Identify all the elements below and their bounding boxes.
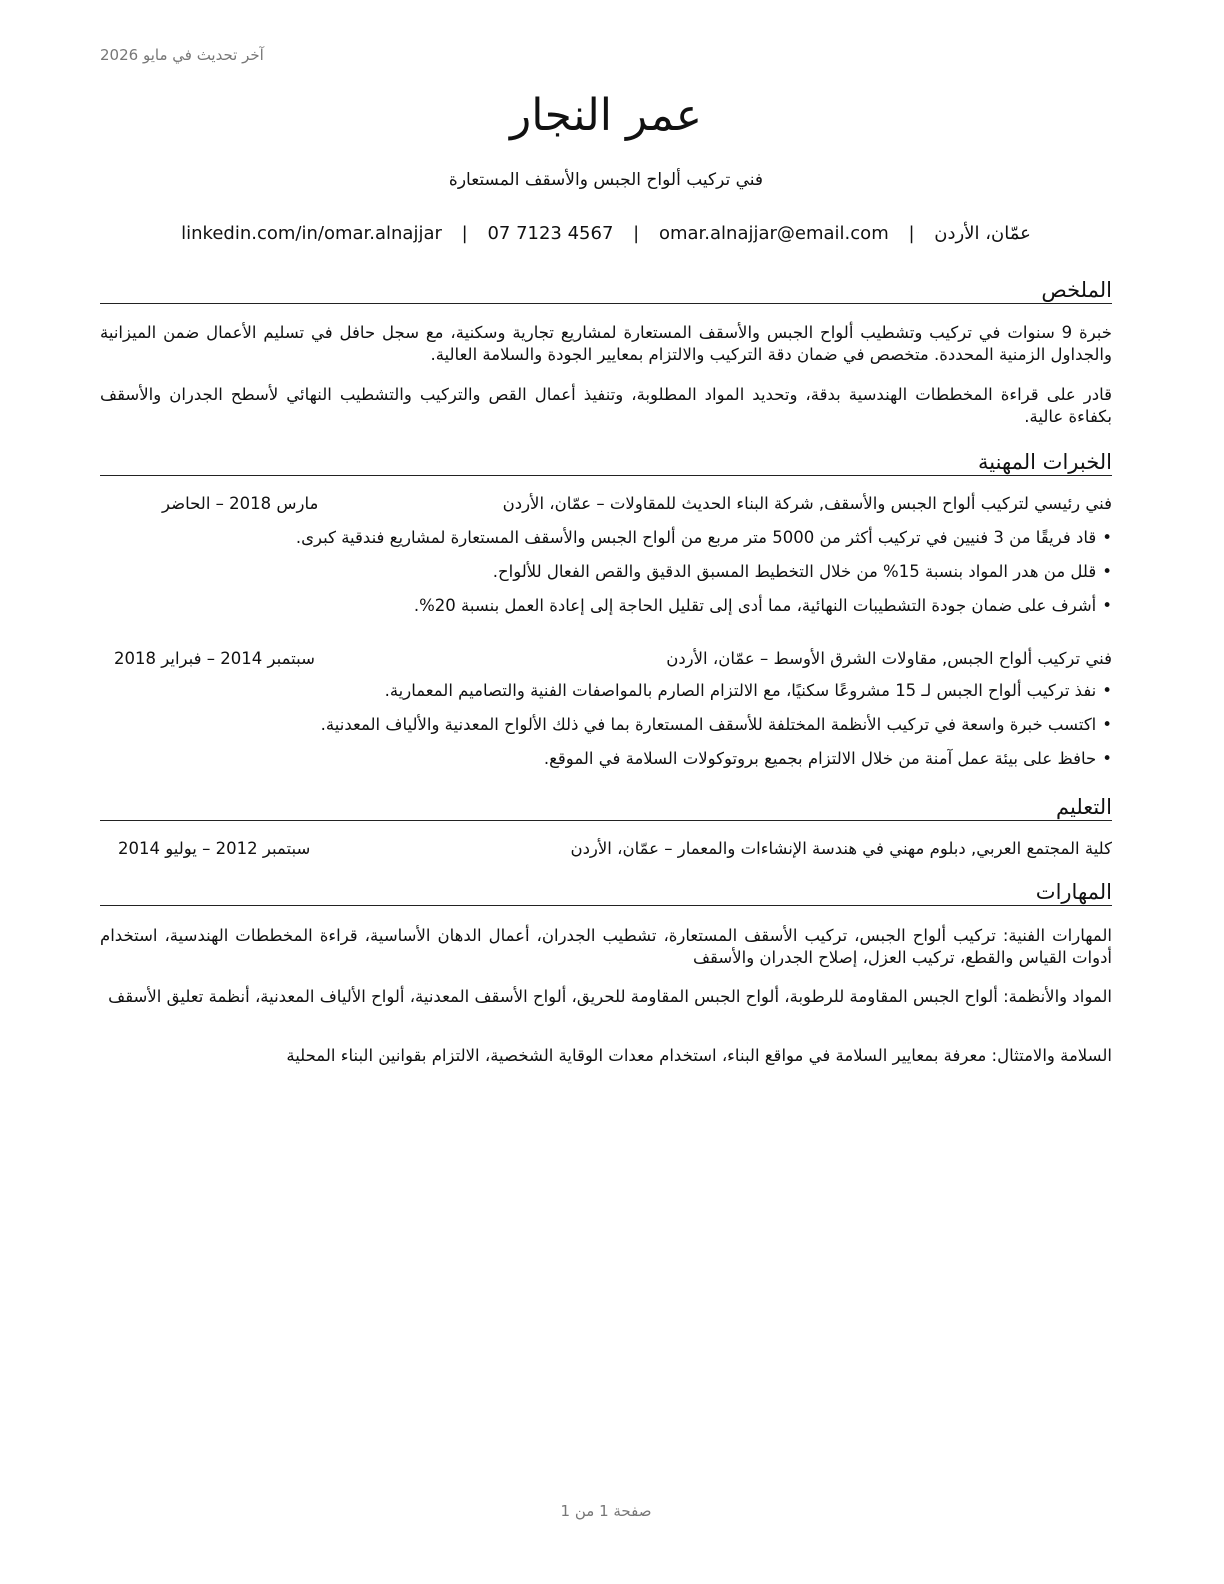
job-bullet [414, 596, 1112, 615]
resume-page [100, 0, 1112, 1584]
page-number: صفحة 1 من 1 [560, 1502, 652, 1520]
education-heading: التعليم [100, 795, 1112, 821]
job-bullet [296, 528, 1112, 547]
job-dates: مارس 2018 – الحاضر [162, 494, 319, 513]
summary-paragraph: قادر على قراءة المخططات الهندسية بدقة، وتحديد المواد المطلوبة، وتنفيذ أعمال القص والتركيب والتشطيب النهائي لأسطح الجدران والأسقف بكفاءة عالية. [100, 385, 1112, 426]
summary-paragraph: خبرة 9 سنوات في تركيب وتشطيب ألواح الجبس والأسقف المستعارة لمشاريع تجارية وسكنية، مع سجل حافل في تسليم الأعمال ضمن الميزانية والجداول الزمنية المحددة. متخصص في ضمان دقة التركيب والالتزام بمعايير الجودة والسلامة العالية. [100, 323, 1112, 364]
contact-phone: 07 7123 4567 [487, 223, 614, 244]
bullet-dot: • [1102, 715, 1112, 734]
contact-separator: | [908, 223, 915, 244]
bullet-dot: • [1102, 528, 1112, 547]
contact-location: عمّان، الأردن [934, 223, 1031, 244]
education-text: كلية المجتمع العربي, دبلوم مهني في هندسة الإنشاءات والمعمار – عمّان، الأردن [570, 839, 1112, 858]
job-bullet [321, 715, 1112, 734]
bullet-text: قلل من هدر المواد بنسبة 15% من خلال التخطيط المسبق الدقيق والقص الفعال للألواح. [492, 562, 1097, 581]
job-bullet [544, 749, 1112, 768]
job-bullet [493, 562, 1112, 581]
job-title-company: فني تركيب ألواح الجبس, مقاولات الشرق الأوسط – عمّان، الأردن [666, 649, 1112, 668]
bullet-text: حافظ على بيئة عمل آمنة من خلال الالتزام بجميع بروتوكولات السلامة في الموقع. [543, 749, 1097, 768]
job-header [100, 649, 1112, 673]
job-bullet [385, 681, 1112, 700]
bullet-dot: • [1102, 596, 1112, 615]
skills-heading: المهارات [100, 880, 1112, 906]
bullet-text: قاد فريقًا من 3 فنيين في تركيب أكثر من 5000 متر مربع من ألواح الجبس والأسقف المستعارة لمشاريع فندقية كبرى. [295, 528, 1097, 547]
education-dates: سبتمبر 2012 – يوليو 2014 [118, 839, 311, 858]
bullet-dot: • [1102, 681, 1112, 700]
contact-linkedin[interactable]: linkedin.com/in/omar.alnajjar [181, 223, 442, 244]
contact-separator: | [633, 223, 640, 244]
bullet-dot: • [1102, 562, 1112, 581]
summary-heading: الملخص [100, 278, 1112, 304]
candidate-name: عمر النجار [510, 90, 702, 141]
skills-line: المواد والأنظمة: ألواح الجبس المقاومة للرطوبة، ألواح الجبس المقاومة للحريق، ألواح الأسقف المعدنية، ألواح الألياف المعدنية، أنظمة تعليق الأسقف [108, 987, 1112, 1006]
contact-line [100, 223, 1112, 244]
education-entry [100, 839, 1112, 863]
job-header [100, 494, 1112, 518]
job-title-company: فني رئيسي لتركيب ألواح الجبس والأسقف, شركة البناء الحديث للمقاولات – عمّان، الأردن [502, 494, 1112, 513]
job-dates: سبتمبر 2014 – فبراير 2018 [114, 649, 315, 668]
bullet-text: اكتسب خبرة واسعة في تركيب الأنظمة المختلفة للأسقف المستعارة بما في ذلك الألواح المعدنية والألياف المعدنية. [320, 715, 1097, 734]
experience-heading: الخبرات المهنية [100, 450, 1112, 476]
contact-email[interactable]: omar.alnajjar@email.com [658, 223, 889, 244]
last-updated: آخر تحديث في مايو 2026 [100, 46, 264, 64]
skills-line: المهارات الفنية: تركيب ألواح الجبس، تركيب الأسقف المستعارة، تشطيب الجدران، أعمال الدهان الأساسية، قراءة المخططات الهندسية، استخدام أدوات القياس والقطع، تركيب العزل، إصلاح الجدران والأسقف [100, 926, 1112, 967]
contact-separator: | [461, 223, 468, 244]
job-title: فني تركيب ألواح الجبس والأسقف المستعارة [448, 170, 764, 190]
bullet-text: أشرف على ضمان جودة التشطيبات النهائية، مما أدى إلى تقليل الحاجة إلى إعادة العمل بنسبة 20%. [413, 596, 1097, 615]
bullet-text: نفذ تركيب ألواح الجبس لـ 15 مشروعًا سكنيًا، مع الالتزام الصارم بالمواصفات الفنية والتصاميم المعمارية. [384, 681, 1097, 700]
bullet-dot: • [1102, 749, 1112, 768]
skills-line: السلامة والامتثال: معرفة بمعايير السلامة في مواقع البناء، استخدام معدات الوقاية الشخصية، الالتزام بقوانين البناء المحلية [286, 1046, 1112, 1065]
